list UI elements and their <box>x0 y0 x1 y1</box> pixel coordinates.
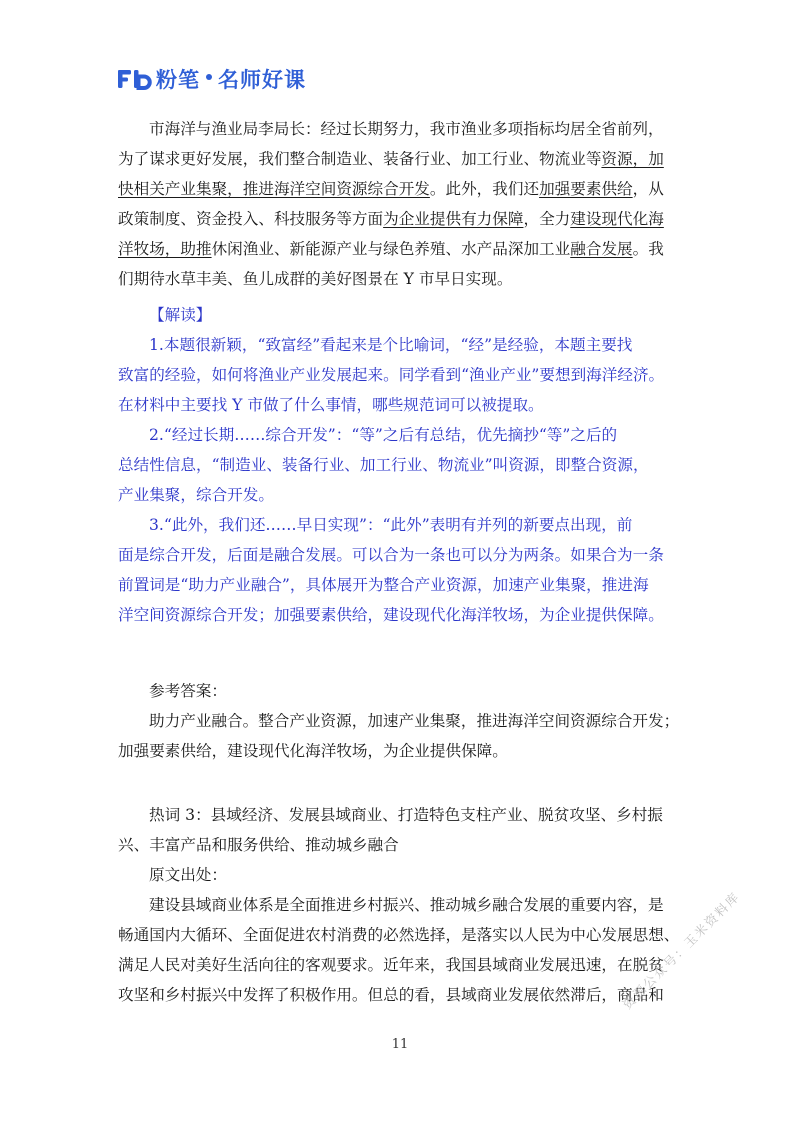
fb-logo-icon <box>118 68 152 90</box>
hotword-line: 热词 3：县域经济、发展县域商业、打造特色支柱产业、脱贫攻坚、乡村振 <box>149 806 663 824</box>
material-passage <box>118 114 686 294</box>
source-line: 攻坚和乡村振兴中发挥了积极作用。但总的看，县域商业发展依然滞后，商品和 <box>118 986 664 1004</box>
source-line: 畅通国内大循环、全面促进农村消费的必然选择，是落实以人民为中心发展思想、 <box>118 926 680 944</box>
passage-text: 市海洋与渔业局李局长：经过长期努力，我市渔业多项指标均居全省前列， <box>149 120 664 138</box>
source-line: 满足人民对美好生活向往的客观要求。近年来，我国县域商业发展迅速，在脱贫 <box>118 956 664 974</box>
brand-logo <box>118 66 306 92</box>
answer-label: 参考答案： <box>149 682 227 700</box>
passage-line <box>118 114 686 144</box>
passage-text: 。此外，我们还 <box>429 180 540 198</box>
underlined-phrase: 加强要素供给 <box>539 180 633 198</box>
analysis-line: 在材料中主要找 Y 市做了什么事情，哪些规范词可以被提取。 <box>118 396 544 414</box>
passage-text: ，从 <box>632 180 664 198</box>
passage-text: 休闲渔业、新能源产业与绿色养殖、水产品深加工业 <box>211 240 571 258</box>
passage-text: 们期待水草丰美、鱼儿成群的美好图景在 Y 市早日实现。 <box>118 270 513 288</box>
passage-text: 政策制度、资金投入、科技服务等方面 <box>118 210 384 228</box>
analysis-line: 产业集聚，综合开发。 <box>118 486 274 504</box>
passage-line <box>118 234 686 264</box>
passage-text: 为了谋求更好发展，我们整合制造业、装备行业、加工行业、物流业等 <box>118 150 602 168</box>
source-label: 原文出处： <box>149 866 227 884</box>
analysis-line: 1.本题很新颖，“致富经”看起来是个比喻词，“经”是经验，本题主要找 <box>149 336 633 354</box>
page-number: 11 <box>391 1037 409 1052</box>
underlined-phrase: 资源，加 <box>601 150 664 168</box>
source-line: 建设县域商业体系是全面推进乡村振兴、推动城乡融合发展的重要内容，是 <box>149 896 664 914</box>
hotword-line: 兴、丰富产品和服务供给、推动城乡融合 <box>118 836 399 854</box>
analysis-heading: 【解读】 <box>149 306 212 324</box>
analysis-section <box>118 300 686 630</box>
underlined-phrase: 洋牧场，助推 <box>118 240 212 258</box>
answer-line: 加强要素供给，建设现代化海洋牧场，为企业提供保障。 <box>118 742 508 760</box>
underlined-phrase: 快相关产业集聚，推进海洋空间资源综合开发 <box>118 180 430 198</box>
analysis-line: 前置词是“助力产业融合”，具体展开为整合产业资源，加速产业集聚，推进海 <box>118 576 649 594</box>
logo-slogan-text: 名师好课 <box>218 68 306 92</box>
passage-line <box>118 204 686 234</box>
analysis-line: 洋空间资源综合开发；加强要素供给，建设现代化海洋牧场，为企业提供保障。 <box>118 606 664 624</box>
reference-answer <box>118 676 686 766</box>
passage-line <box>118 144 686 174</box>
underlined-phrase: 融合发展 <box>570 240 633 258</box>
watermark-text: 资源公众号：玉米资料库 <box>619 888 743 1013</box>
analysis-line: 致富的经验，如何将渔业产业发展起来。同学看到“渔业产业”要想到海洋经济。 <box>118 366 665 384</box>
logo-separator-dot <box>206 74 212 80</box>
analysis-line: 3.“此外，我们还……早日实现”：“此外”表明有并列的新要点出现，前 <box>149 516 633 534</box>
passage-line <box>118 174 686 204</box>
passage-line <box>118 264 686 294</box>
logo-brand-text: 粉笔 <box>156 68 200 92</box>
answer-line: 助力产业融合。整合产业资源，加速产业集聚，推进海洋空间资源综合开发； <box>149 712 680 730</box>
underlined-phrase: 建设现代化海 <box>570 210 664 228</box>
analysis-line: 2.“经过长期……综合开发”：“等”之后有总结，优先摘抄“等”之后的 <box>149 426 618 444</box>
analysis-line: 总结性信息，“制造业、装备行业、加工行业、物流业”叫资源，即整合资源， <box>118 456 649 474</box>
passage-text: 。我 <box>632 240 664 258</box>
hotword-section <box>118 800 686 1010</box>
underlined-phrase: 为企业提供有力保障 <box>383 210 524 228</box>
analysis-line: 面是综合开发，后面是融合发展。可以合为一条也可以分为两条。如果合为一条 <box>118 546 664 564</box>
passage-text: ，全力 <box>523 210 571 228</box>
